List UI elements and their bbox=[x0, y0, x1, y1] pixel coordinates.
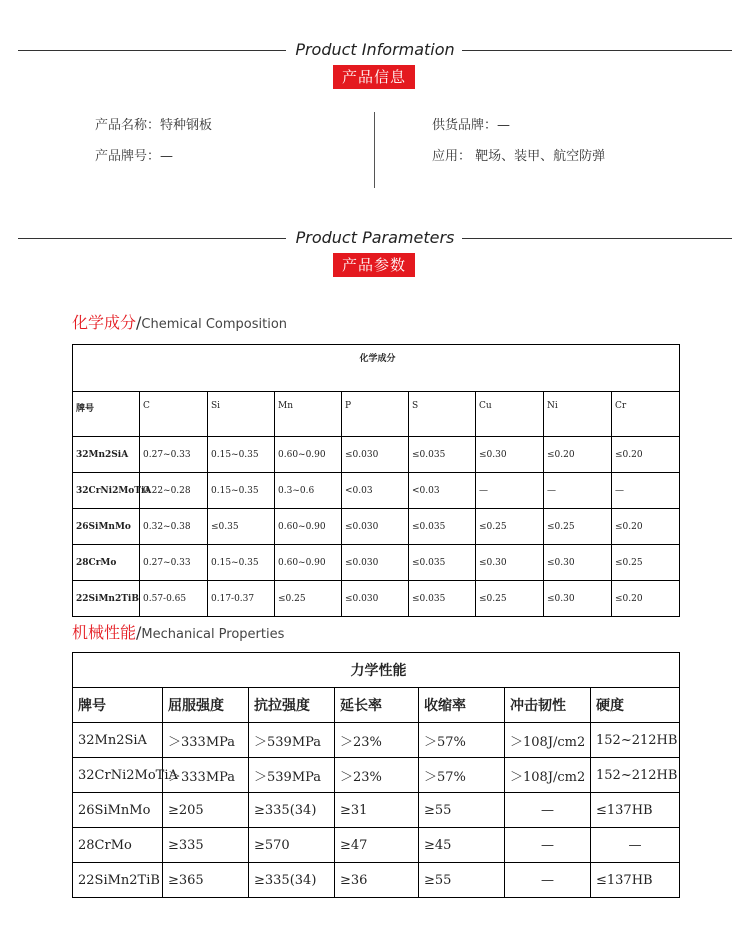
table-cell: ≤0.20 bbox=[612, 437, 680, 473]
heading-zh: 机械性能 bbox=[72, 623, 137, 642]
table-row bbox=[73, 581, 680, 617]
table-cell: ≤0.035 bbox=[409, 437, 476, 473]
table-cell: ≥47 bbox=[335, 828, 419, 863]
table-cell: ≥335(34) bbox=[249, 793, 335, 828]
heading-zh: 化学成分 bbox=[72, 313, 137, 332]
table-cell: ≥365 bbox=[163, 863, 249, 898]
table-cell: ≥335(34) bbox=[249, 863, 335, 898]
product-name: 产品名称：特种钢板 bbox=[95, 118, 213, 133]
table-cell: ≤0.25 bbox=[544, 509, 612, 545]
column-header: Cr bbox=[612, 392, 680, 437]
table-cell: ≤0.030 bbox=[342, 581, 409, 617]
table-cell: ≤0.30 bbox=[476, 437, 544, 473]
column-header: S bbox=[409, 392, 476, 437]
table-cell: ≤0.35 bbox=[208, 509, 275, 545]
table-cell: ≥36 bbox=[335, 863, 419, 898]
table-cell: 0.17-0.37 bbox=[208, 581, 275, 617]
table-cell: ≤0.30 bbox=[544, 581, 612, 617]
table-cell: 152~212HB bbox=[591, 758, 680, 793]
table-cell: ＞333MPa bbox=[163, 758, 249, 793]
heading-slash: / bbox=[136, 623, 142, 642]
table-cell: ≤0.25 bbox=[612, 545, 680, 581]
table-cell: 0.15~0.35 bbox=[208, 473, 275, 509]
table-cell: 26SiMnMo bbox=[73, 793, 163, 828]
table-cell: ≤0.20 bbox=[612, 509, 680, 545]
table-cell: <0.03 bbox=[409, 473, 476, 509]
product-brand: 产品牌号：— bbox=[95, 149, 174, 164]
table-cell: 22SiMn2TiB bbox=[73, 581, 140, 617]
table-cell: 0.3~0.6 bbox=[275, 473, 342, 509]
table-cell: — bbox=[505, 828, 591, 863]
table-cell: — bbox=[505, 793, 591, 828]
heading-slash: / bbox=[136, 313, 142, 332]
table-cell: — bbox=[544, 473, 612, 509]
table-cell: ≥570 bbox=[249, 828, 335, 863]
table-cell: ≤0.035 bbox=[409, 545, 476, 581]
table-cell: ≥55 bbox=[419, 863, 505, 898]
table-cell: ≥205 bbox=[163, 793, 249, 828]
table-cell: ≥31 bbox=[335, 793, 419, 828]
table-cell: 152~212HB bbox=[591, 723, 680, 758]
column-header: Ni bbox=[544, 392, 612, 437]
column-header: C bbox=[140, 392, 208, 437]
table-title: 力学性能 bbox=[73, 653, 680, 688]
table-cell: 32CrNi2MoTiA bbox=[73, 473, 140, 509]
table-cell: ≤0.035 bbox=[409, 509, 476, 545]
table-cell: — bbox=[591, 828, 680, 863]
mechanical-properties-heading bbox=[72, 620, 284, 643]
table-cell: 28CrMo bbox=[73, 828, 163, 863]
product-application: 应用： 靶场、装甲、航空防弹 bbox=[432, 149, 606, 164]
table-cell: 0.27~0.33 bbox=[140, 545, 208, 581]
table-cell: ≤0.20 bbox=[612, 581, 680, 617]
table-cell: 28CrMo bbox=[73, 545, 140, 581]
table-cell: 32CrNi2MoTiA bbox=[73, 758, 163, 793]
mechanical-properties-table bbox=[72, 652, 680, 898]
table-cell: ＞23% bbox=[335, 758, 419, 793]
table-cell: ≤0.035 bbox=[409, 581, 476, 617]
column-header: 屈服强度 bbox=[163, 688, 249, 723]
column-header: 收缩率 bbox=[419, 688, 505, 723]
heading-en: Chemical Composition bbox=[141, 317, 288, 332]
column-header: 抗拉强度 bbox=[249, 688, 335, 723]
section-title: Product Parameters bbox=[295, 228, 455, 247]
table-row bbox=[73, 509, 680, 545]
section-badge: 产品信息 bbox=[333, 65, 415, 89]
table-row bbox=[73, 437, 680, 473]
column-header: 延长率 bbox=[335, 688, 419, 723]
table-row bbox=[73, 545, 680, 581]
table-cell: 0.22~0.28 bbox=[140, 473, 208, 509]
header-line-right bbox=[462, 50, 732, 51]
table-cell: 0.27~0.33 bbox=[140, 437, 208, 473]
table-header-row bbox=[73, 688, 680, 723]
heading-en: Mechanical Properties bbox=[141, 627, 285, 642]
table-cell: ＞539MPa bbox=[249, 723, 335, 758]
table-cell: ＞333MPa bbox=[163, 723, 249, 758]
supply-brand: 供货品牌：— bbox=[432, 118, 511, 133]
column-header: 硬度 bbox=[591, 688, 680, 723]
table-cell: 26SiMnMo bbox=[73, 509, 140, 545]
table-cell: ≤0.030 bbox=[342, 545, 409, 581]
table-cell: <0.03 bbox=[342, 473, 409, 509]
column-header: Mn bbox=[275, 392, 342, 437]
table-cell: 32Mn2SiA bbox=[73, 437, 140, 473]
table-cell: ≤0.25 bbox=[476, 581, 544, 617]
table-cell: 0.60~0.90 bbox=[275, 545, 342, 581]
table-title: 化学成分 bbox=[73, 345, 680, 392]
table-row bbox=[73, 863, 680, 898]
table-cell: ＞23% bbox=[335, 723, 419, 758]
table-row bbox=[73, 793, 680, 828]
table-cell: ≤0.25 bbox=[275, 581, 342, 617]
table-row bbox=[73, 473, 680, 509]
table-cell: 32Mn2SiA bbox=[73, 723, 163, 758]
table-cell: ≤0.30 bbox=[476, 545, 544, 581]
table-cell: — bbox=[476, 473, 544, 509]
table-cell: — bbox=[505, 863, 591, 898]
table-cell: ≥335 bbox=[163, 828, 249, 863]
table-cell: 0.15~0.35 bbox=[208, 545, 275, 581]
table-cell: ≤137HB bbox=[591, 793, 680, 828]
table-cell: ≤137HB bbox=[591, 863, 680, 898]
column-header: 牌号 bbox=[73, 688, 163, 723]
info-divider bbox=[374, 112, 375, 188]
header-line-right bbox=[462, 238, 732, 239]
table-cell: ≤0.030 bbox=[342, 509, 409, 545]
table-cell: ≥45 bbox=[419, 828, 505, 863]
table-row bbox=[73, 758, 680, 793]
column-header: Si bbox=[208, 392, 275, 437]
table-cell: ≥55 bbox=[419, 793, 505, 828]
table-cell: ＞108J/cm2 bbox=[505, 758, 591, 793]
column-header: 牌号 bbox=[73, 392, 140, 437]
table-cell: ＞108J/cm2 bbox=[505, 723, 591, 758]
table-cell: 22SiMn2TiB bbox=[73, 863, 163, 898]
column-header: Cu bbox=[476, 392, 544, 437]
table-cell: 0.15~0.35 bbox=[208, 437, 275, 473]
section-badge: 产品参数 bbox=[333, 253, 415, 277]
section-title: Product Information bbox=[295, 40, 455, 59]
table-header-row bbox=[73, 392, 680, 437]
table-cell: 0.60~0.90 bbox=[275, 509, 342, 545]
chemical-composition-table bbox=[72, 344, 680, 617]
table-cell: 0.57-0.65 bbox=[140, 581, 208, 617]
table-cell: ＞57% bbox=[419, 723, 505, 758]
table-cell: ≤0.25 bbox=[476, 509, 544, 545]
column-header: P bbox=[342, 392, 409, 437]
column-header: 冲击韧性 bbox=[505, 688, 591, 723]
table-cell: ＞539MPa bbox=[249, 758, 335, 793]
table-row bbox=[73, 723, 680, 758]
table-cell: ≤0.20 bbox=[544, 437, 612, 473]
table-cell: — bbox=[612, 473, 680, 509]
table-cell: ≤0.030 bbox=[342, 437, 409, 473]
table-cell: 0.32~0.38 bbox=[140, 509, 208, 545]
table-cell: ＞57% bbox=[419, 758, 505, 793]
chemical-composition-heading bbox=[72, 310, 287, 333]
table-row bbox=[73, 828, 680, 863]
table-cell: ≤0.30 bbox=[544, 545, 612, 581]
table-cell: 0.60~0.90 bbox=[275, 437, 342, 473]
